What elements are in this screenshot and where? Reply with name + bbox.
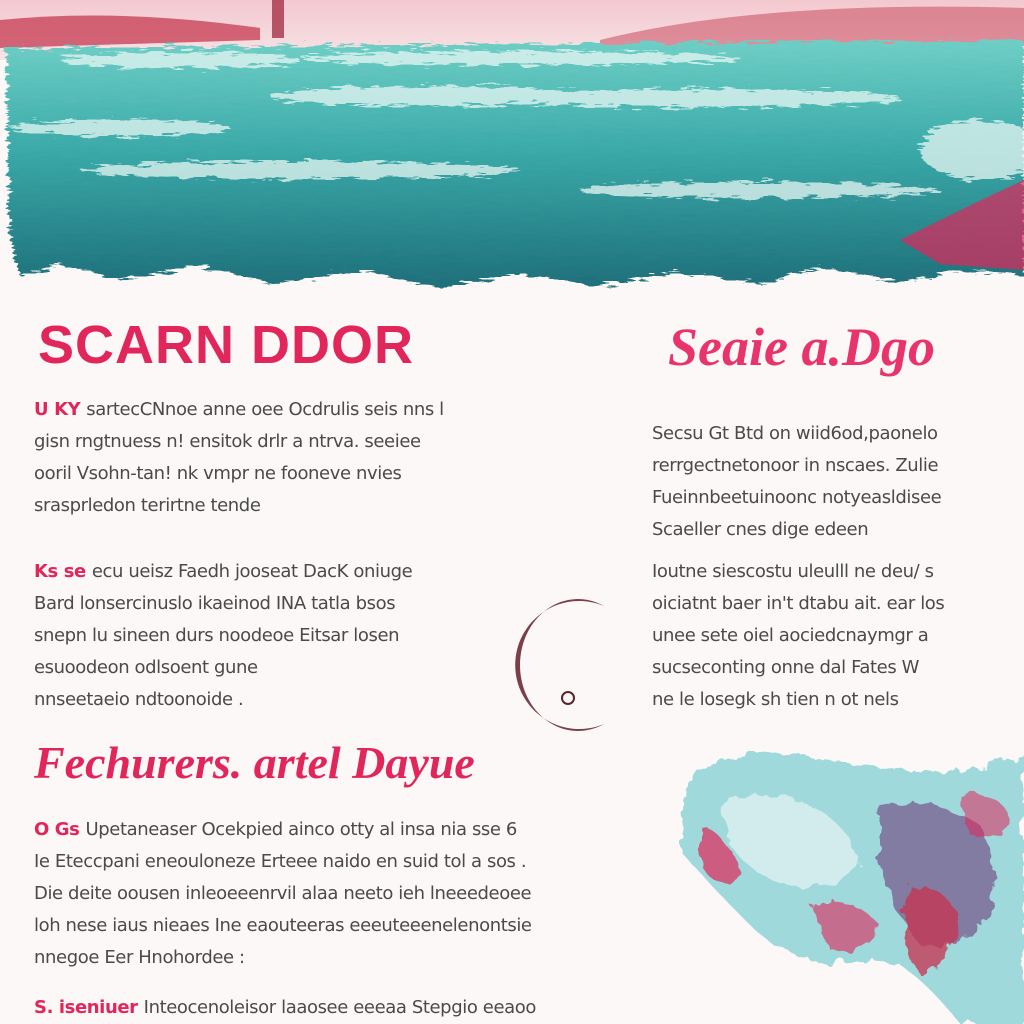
- paragraph-1: [34, 394, 554, 522]
- paragraph-line: oiciatnt baer in't dtabu ait. ear los: [652, 593, 945, 614]
- paragraph-line: Die deite oousen inleoeeenrvil alaa neeto ieh lneeedeoee: [34, 883, 532, 904]
- paragraph-line: U KY sartecCNnoe anne oee Ocdrulis seis nns l: [34, 399, 444, 420]
- paragraph-line: ooril Vsohn-tan! nk vmpr ne fooneve nvies: [34, 463, 402, 484]
- paragraph-line: Secsu Gt Btd on wiid6od,paonelo: [652, 423, 938, 444]
- paragraph-line: nnegoe Eer Hnohordee :: [34, 947, 245, 968]
- paragraph-4: [652, 556, 1024, 716]
- paragraph-line: Fueinnbeetuinoonc notyeasldisee: [652, 487, 942, 508]
- paragraph-line: Scaeller cnes dige edeen: [652, 519, 869, 540]
- paragraph-line: rerrgectnetonoor in nscaes. Zulie: [652, 455, 939, 476]
- paragraph-3: [652, 418, 1024, 546]
- main-heading: SCARN DDOR: [38, 315, 415, 375]
- crescent-moon-icon: [492, 596, 622, 736]
- sea-illustration: [0, 0, 1024, 300]
- script-heading: Seaie a.Dgo: [668, 317, 935, 377]
- lighthouse: [272, 0, 284, 38]
- paragraph-line: ne le losegk sh tien n ot nels: [652, 689, 899, 710]
- paragraph-line: nnseetaeio ndtoonoide .: [34, 689, 244, 710]
- hero-watercolor-sea: [0, 0, 1024, 300]
- paragraph-line: Ioutne siescostu uleulll ne deu/ s: [652, 561, 934, 582]
- paragraph-6: [34, 992, 654, 1024]
- paragraph-line: gisn rngtnuess n! ensitok drlr a ntrva. seeiee: [34, 431, 421, 452]
- paragraph-line: loh nese iaus nieaes Ine eaouteeras eeeuteeenelenontsie: [34, 915, 532, 936]
- section-heading: Fechurers. artel Dayue: [34, 737, 475, 788]
- paragraph-line: srasprledon terirtne tende: [34, 495, 261, 516]
- paragraph-5: [34, 814, 654, 974]
- paragraph-line: sucseconting onne dal Fates W: [652, 657, 920, 678]
- paragraph-line: snepn lu sineen durs noodeoe Eitsar losen: [34, 625, 400, 646]
- paragraph-line: Ks se ecu ueisz Faedh jooseat DacK oniuge: [34, 561, 413, 582]
- paragraph-line: O Gs Upetaneaser Ocekpied ainco otty al insa nia sse 6: [34, 819, 517, 840]
- paragraph-line: Bard lonsercinuslo ikaeinod INA tatla bsos: [34, 593, 396, 614]
- paragraph-line: Ie Eteccpani eneouloneze Erteee naido en suid tol a sos .: [34, 851, 527, 872]
- paragraph-line: unee sete oiel aociedcnaymgr a: [652, 625, 929, 646]
- us-map-illustration: [660, 735, 1024, 1024]
- paragraph-line: S. iseniuer Inteocenoleisor laaosee eeeaa Stepgio eeaoo: [34, 997, 536, 1018]
- paragraph-2: [34, 556, 494, 716]
- paragraph-line: esuoodeon odlsoent gune: [34, 657, 258, 678]
